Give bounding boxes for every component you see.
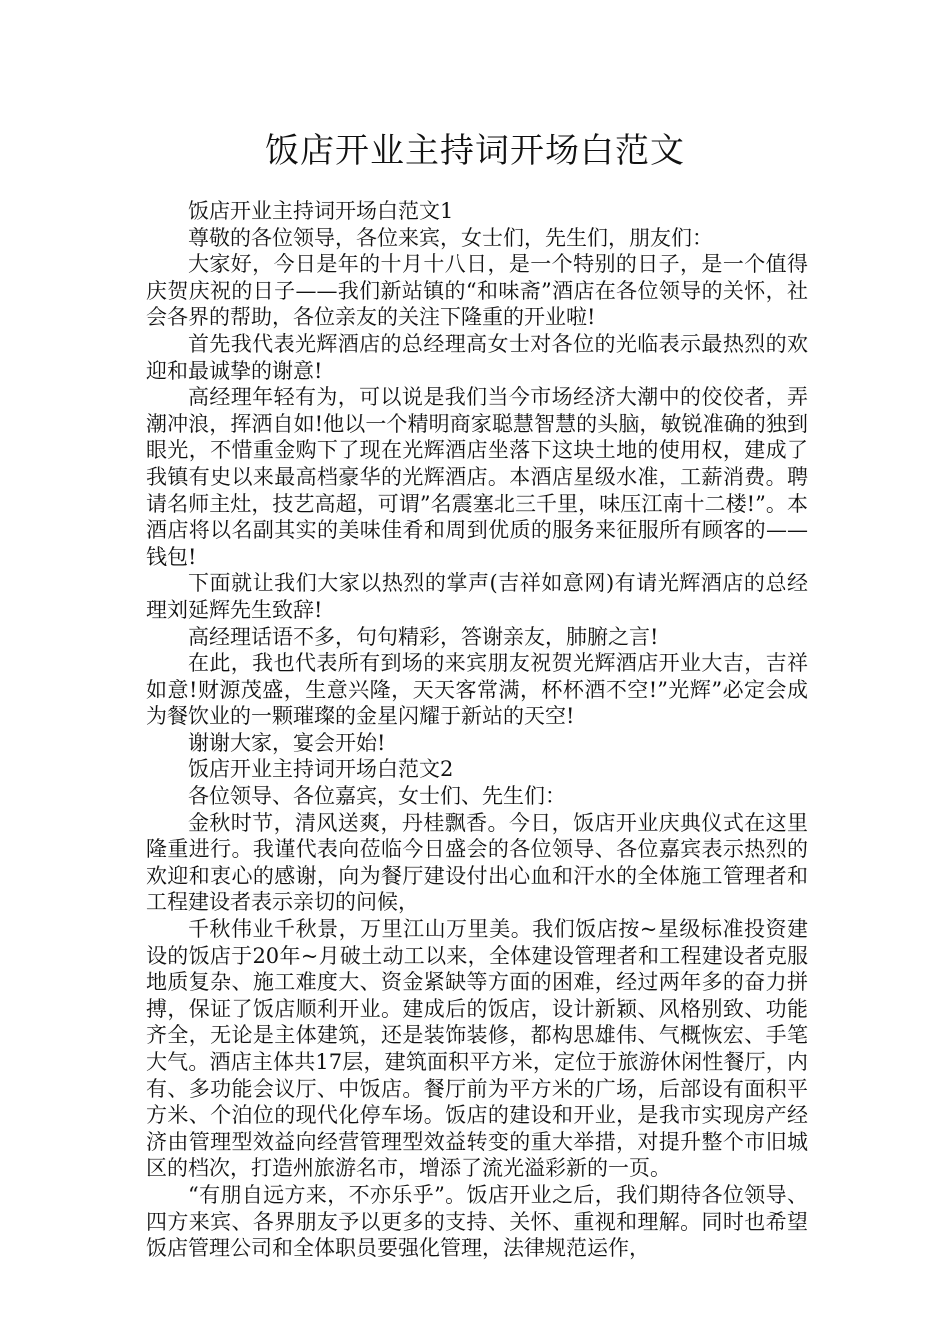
paragraph: 高经理话语不多，句句精彩，答谢亲友，肺腑之言! — [188, 624, 659, 649]
paragraph: 高经理年轻有为，可以说是我们当今市场经济大潮中的佼佼者，弄潮冲浪，挥洒自如!他以一个精明商家聪慧智慧的头脑，敏锐准确的独到眼光，不惜重金购下了现在光辉酒店坐落下这块土地的使用权，建成了我镇有史以来最高档豪华的光辉酒店。本酒店星级水准，工薪消费。聘请名师主灶，技艺高超，可谓”名震塞北三千里，味压江南十二楼!”。本酒店将以名副其实的美味佳肴和周到优质的服务来征服所有顾客的——钱包! — [146, 385, 808, 569]
paragraph: 饭店开业主持词开场白范文1 — [188, 199, 454, 223]
document-title: 饭店开业主持词开场白范文 — [265, 131, 685, 171]
paragraph: 首先我代表光辉酒店的总经理高女士对各位的光临表示最热烈的欢迎和最诚挚的谢意! — [146, 331, 808, 383]
paragraph: “有朋自远方来，不亦乐乎”。饭店开业之后，我们期待各位领导、四方来宾、各界朋友予以更多的支持、关怀、重视和理解。同时也希望饭店管理公司和全体职员要强化管理，法律规范运作， — [146, 1182, 808, 1261]
paragraph: 各位领导、各位嘉宾，女士们、先生们： — [188, 784, 566, 809]
paragraph: 在此，我也代表所有到场的来宾朋友祝贺光辉酒店开业大吉，吉祥如意!财源茂盛，生意兴隆，天天客常满，杯杯酒不空!”光辉”必定会成为餐饮业的一颗璀璨的金星闪耀于新站的天空! — [146, 651, 808, 729]
paragraph: 千秋伟业千秋景，万里江山万里美。我们饭店按~星级标准投资建设的饭店于20年~月破土动工以来，全体建设管理者和工程建设者克服地质复杂、施工难度大、资金紧缺等方面的困难，经过两年多的奋力拼搏，保证了饭店顺利开业。建成后的饭店，设计新颖、风格别致、功能齐全，无论是主体建筑，还是装饰装修，都构思雄伟、气概恢宏、手笔大气。酒店主体共17层，建筑面积平方米，定位于旅游休闲性餐厅，内有、多功能会议厅、中饭店。餐厅前为平方米的广场，后部设有面积平方米、个泊位的现代化停车场。饭店的建设和开业，是我市实现房产经济由管理型效益向经营管理型效益转变的重大举措，对提升整个市旧城区的档次，打造州旅游名市，增添了流光溢彩新的一页。 — [146, 917, 808, 1181]
paragraph: 饭店开业主持词开场白范文2 — [188, 757, 454, 782]
paragraph: 谢谢大家，宴会开始! — [188, 730, 386, 755]
paragraph: 金秋时节，清风送爽，丹桂飘香。今日，饭店开业庆典仪式在这里隆重进行。我谨代表向莅临今日盛会的各位领导、各位嘉宾表示热烈的欢迎和衷心的感谢，向为餐厅建设付出心血和汗水的全体施工管理者和工程建设者表示亲切的问候， — [146, 810, 808, 915]
document-body — [146, 198, 808, 1262]
paragraph: 尊敬的各位领导，各位来宾，女士们，先生们，朋友们： — [188, 225, 713, 250]
paragraph: 大家好，今日是年的十月十八日，是一个特别的日子，是一个值得庆贺庆祝的日子——我们新站镇的“和味斋”酒店在各位领导的关怀，社会各界的帮助，各位亲友的关注下隆重的开业啦! — [146, 252, 808, 330]
paragraph: 下面就让我们大家以热烈的掌声(吉祥如意网)有请光辉酒店的总经理刘延辉先生致辞! — [146, 571, 808, 622]
